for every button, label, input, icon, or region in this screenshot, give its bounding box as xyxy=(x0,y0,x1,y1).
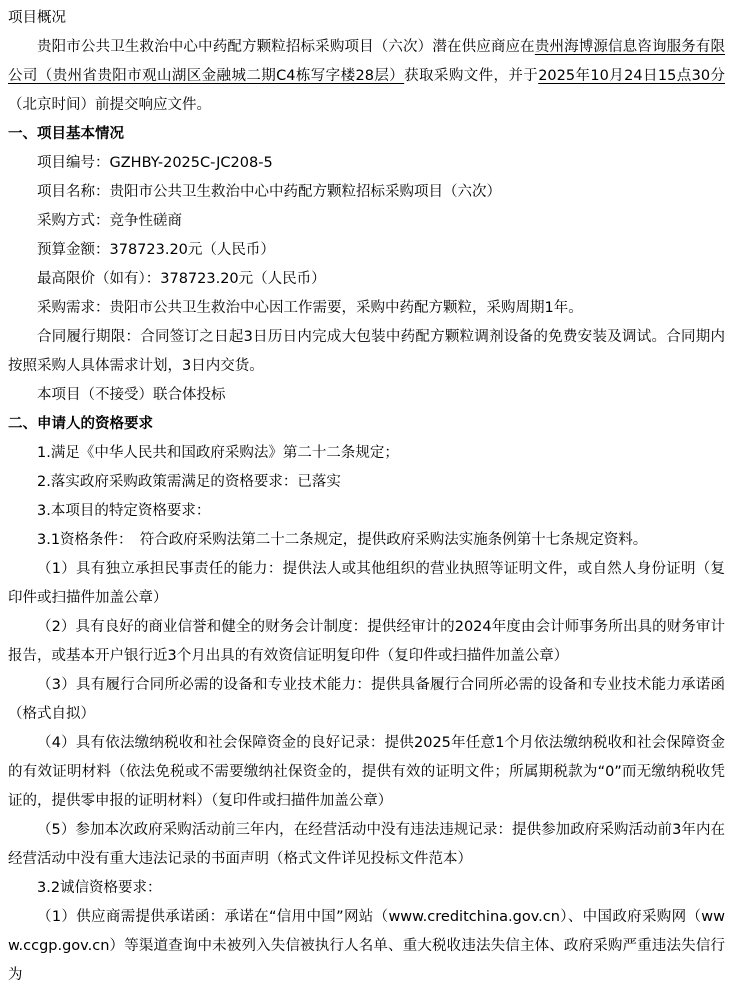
text-run: 3.2诚信资格要求： xyxy=(37,880,162,896)
text-run: 预算金额：378723.20元（人民币） xyxy=(37,242,275,258)
text-run: 项目编号：GZHBY-2025C-JC208-5 xyxy=(37,155,273,171)
text-run: 1.满足《中华人民共和国政府采购法》第二十二条规定； xyxy=(37,445,399,461)
text-run: （1）供应商需提供承诺函：承诺在“信用中国”网站（www.creditchina.gov.cn）、中国政府采购网（www.ccgp.gov.cn）等渠道查询中未被列入失信被执行人名单、重大税收违法失信主体、政府采购严重违法失信行为 xyxy=(8,909,725,983)
qualification-item-3 xyxy=(8,497,725,526)
text-run: （5）参加本次政府采购活动前三年内，在经营活动中没有违法违规记录：提供参加政府采购活动前3年内在经营活动中没有重大违法记录的书面声明（格式文件详见投标文件范本） xyxy=(8,822,725,867)
text-run: 3.本项目的特定资格要求： xyxy=(37,503,211,519)
text-run: 项目名称：贵阳市公共卫生救治中心中药配方颗粒招标采购项目（六次） xyxy=(37,184,501,200)
text-run: 项目概况 xyxy=(8,10,66,26)
underlined-text: 2025年10月24日15点30分 xyxy=(538,68,725,84)
qualification-item-2 xyxy=(8,468,725,497)
text-run: （3）具有履行合同所必需的设备和专业技术能力：提供具备履行合同所必需的设备和专业技术能力承诺函（格式自拟） xyxy=(8,677,725,722)
section-2-heading xyxy=(8,410,725,439)
text-run: 采购方式：竞争性磋商 xyxy=(37,213,182,229)
text-run: 二、申请人的资格要求 xyxy=(8,416,153,432)
text-run: 3.1资格条件： 符合政府采购法第二十二条规定，提供政府采购法实施条例第十七条规定资料。 xyxy=(37,532,648,548)
procurement-method xyxy=(8,207,725,236)
underlined-text: 贵州海博源信息咨询服务有限公司（贵州省贵阳市观山湖区金融城二期C4栋写字楼28层） xyxy=(8,39,726,84)
integrity-condition-1 xyxy=(8,903,725,990)
text-run: （4）具有依法缴纳税收和社会保障资金的良好记录：提供2025年任意1个月依法缴纳税收和社会保障资金的有效证明材料（依法免税或不需要缴纳社保资金的，提供有效的证明文件；所属期税款为“0”而无缴纳税收凭证的，提供零申报的证明材料）（复印件或扫描件加盖公章） xyxy=(8,735,725,809)
condition-2 xyxy=(8,613,725,671)
text-run: 贵阳市公共卫生救治中心中药配方颗粒招标采购项目（六次）潜在供应商应在 xyxy=(37,39,535,55)
text-run: （2）具有良好的商业信誉和健全的财务会计制度：提供经审计的2024年度由会计师事务所出具的财务审计报告，或基本开户银行近3个月出具的有效资信证明复印件（复印件或扫描件加盖公章） xyxy=(8,619,725,664)
condition-1 xyxy=(8,555,725,613)
text-run: （北京时间）前提交响应文件。 xyxy=(8,97,211,113)
text-run: 本项目（不接受）联合体投标 xyxy=(37,387,226,403)
text-run: 获取采购文件，并于 xyxy=(404,68,539,84)
max-price xyxy=(8,265,725,294)
text-run: 最高限价（如有）：378723.20元（人民币） xyxy=(37,271,326,287)
procurement-demand xyxy=(8,294,725,323)
text-run: 2.落实政府采购政策需满足的资格要求：已落实 xyxy=(37,474,341,490)
qualification-item-1 xyxy=(8,439,725,468)
qualification-item-3-1 xyxy=(8,526,725,555)
project-number xyxy=(8,149,725,178)
text-run: （1）具有独立承担民事责任的能力：提供法人或其他组织的营业执照等证明文件，或自然人身份证明（复印件或扫描件加盖公章） xyxy=(8,561,725,606)
text-run: 合同履行期限：合同签订之日起3日历日内完成大包装中药配方颗粒调剂设备的免费安装及调试。合同期内按照采购人具体需求计划，3日内交货。 xyxy=(8,329,725,374)
joint-bidding-note xyxy=(8,381,725,410)
text-run: 采购需求：贵阳市公共卫生救治中心因工作需要，采购中药配方颗粒，采购周期1年。 xyxy=(37,300,583,316)
text-run: 一、项目基本情况 xyxy=(8,126,124,142)
condition-3 xyxy=(8,671,725,729)
condition-5 xyxy=(8,816,725,874)
overview-paragraph xyxy=(8,33,725,120)
project-name xyxy=(8,178,725,207)
condition-4 xyxy=(8,729,725,816)
qualification-item-3-2 xyxy=(8,874,725,903)
section-1-heading xyxy=(8,120,725,149)
budget-amount xyxy=(8,236,725,265)
contract-performance-period xyxy=(8,323,725,381)
doc-title xyxy=(8,4,725,33)
